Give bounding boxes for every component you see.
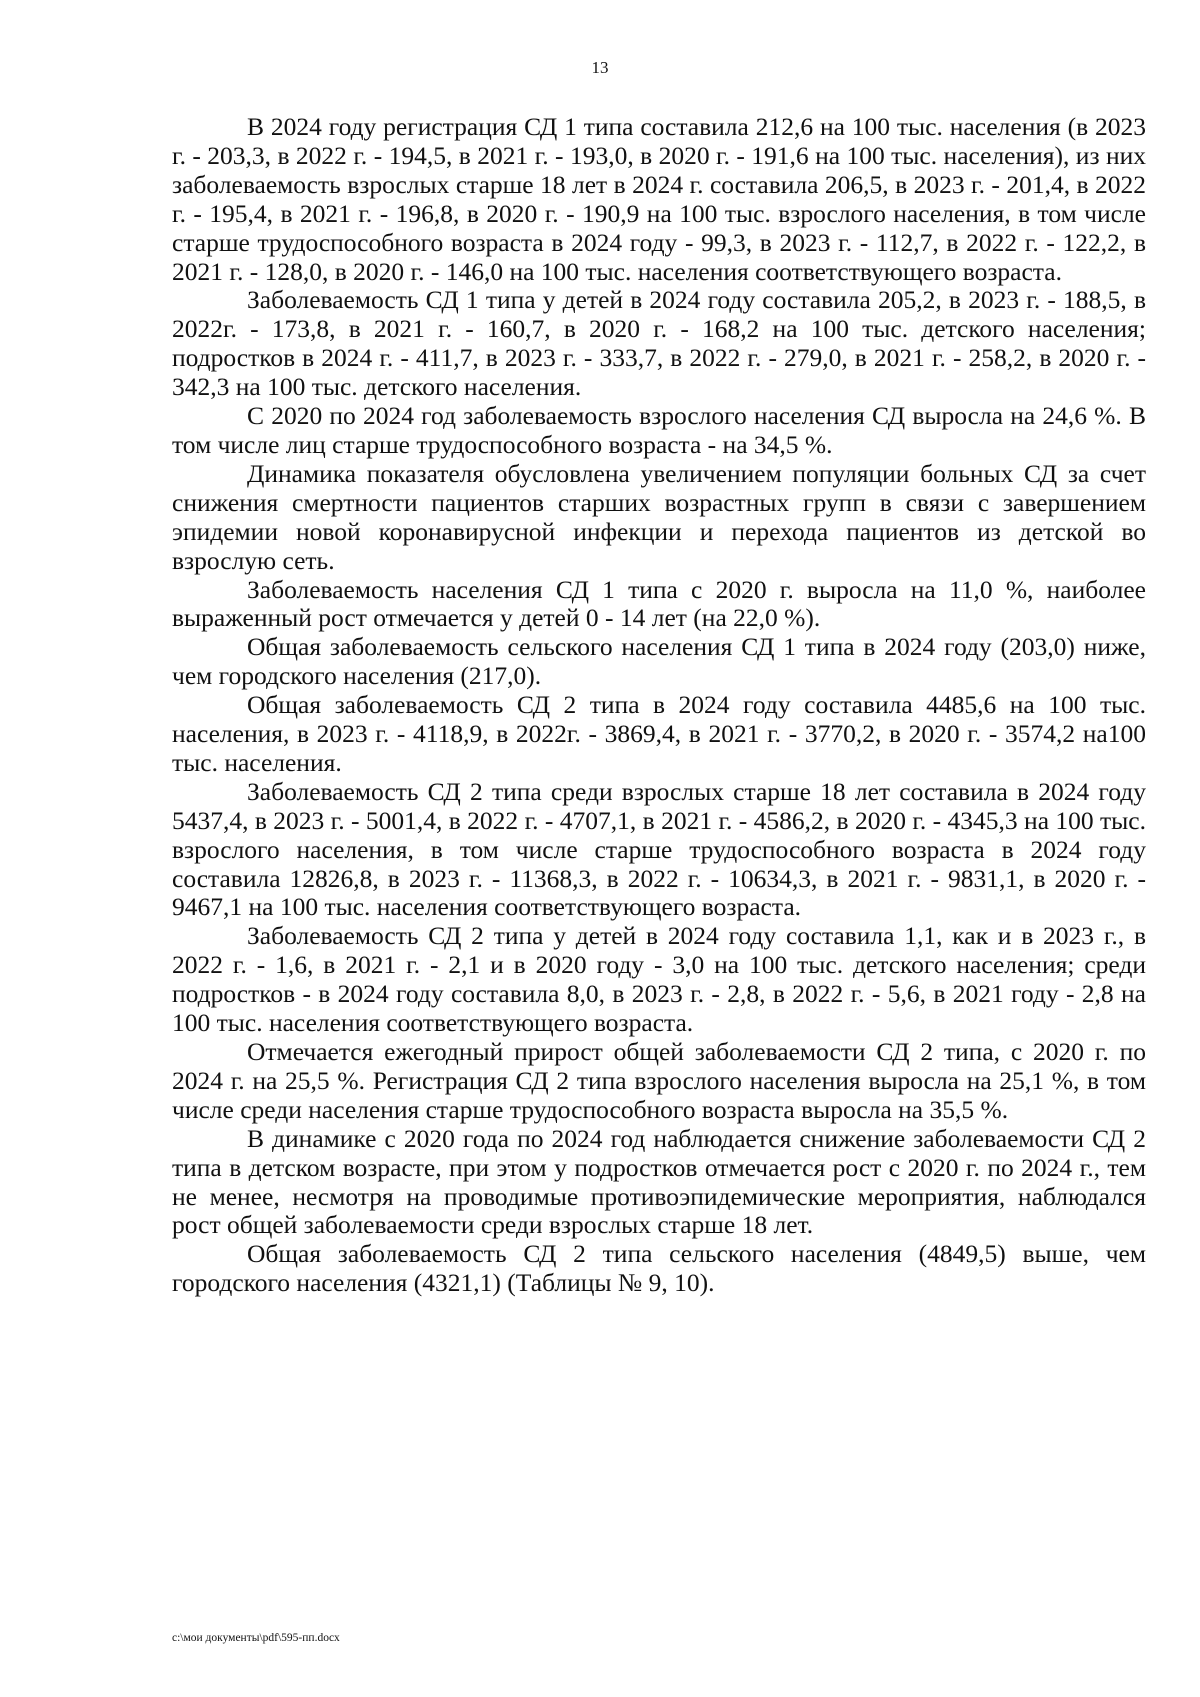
- paragraph-sd1-growth: Заболеваемость населения СД 1 типа с 2020 г. выросла на 11,0 %, наиболее выраженный рост отмечается у детей 0 - 14 лет (на 22,0 %).: [172, 574, 1146, 633]
- paragraph-sd1-rural-urban: Общая заболеваемость сельского населения СД 1 типа в 2024 году (203,0) ниже, чем городского населения (217,0).: [172, 632, 1146, 691]
- footer-file-path: c:\мои документы\pdf\595-пп.docx: [172, 1632, 340, 1644]
- paragraph-adult-growth: С 2020 по 2024 год заболеваемость взрослого населения СД выросла на 24,6 %. В том числе лиц старше трудоспособного возраста - на 34,5 %.: [172, 401, 1146, 459]
- paragraph-sd2-total: Общая заболеваемость СД 2 типа в 2024 году составила 4485,6 на 100 тыс. населения, в 2023 г. - 4118,9, в 2022г. - 3869,4, в 2021 г. - 3770,2, в 2020 г. - 3574,2 на100 тыс. населения.: [172, 690, 1146, 777]
- paragraph-sd2-growth: Отмечается ежегодный прирост общей заболеваемости СД 2 типа, с 2020 г. по 2024 г. на 25,5 %. Регистрация СД 2 типа взрослого населения выросла на 25,1 %, в том числе среди населения старше трудоспособного возраста выросла на 35,5 %.: [172, 1037, 1146, 1124]
- paragraph-sd1-registration: В 2024 году регистрация СД 1 типа составила 212,6 на 100 тыс. населения (в 2023 г. - 203,3, в 2022 г. - 194,5, в 2021 г. - 193,0, в 2020 г. - 191,6 на 100 тыс. населения), из них заболеваемость взрослых старше 18 лет в 2024 г. составила 206,5, в 2023 г. - 201,4, в 2022 г. - 195,4, в 2021 г. - 196,8, в 2020 г. - 190,9 на 100 тыс. взрослого населения, в том числе старше трудоспособного возраста в 2024 году - 99,3, в 2023 г. - 112,7, в 2022 г. - 122,2, в 2021 г. - 128,0, в 2020 г. - 146,0 на 100 тыс. населения соответствующего возраста.: [172, 112, 1146, 286]
- page-number: 13: [591, 58, 609, 77]
- paragraph-dynamics-reason: Динамика показателя обусловлена увеличением популяции больных СД за счет снижения смертности пациентов старших возрастных групп в связи с завершением эпидемии новой коронавирусной инфекции и перехода пациентов из детской во взрослую сеть.: [172, 458, 1146, 575]
- document-body: [172, 113, 1146, 1298]
- paragraph-sd2-rural-urban: Общая заболеваемость СД 2 типа сельского населения (4849,5) выше, чем городского населения (4321,1) (Таблицы № 9, 10).: [172, 1239, 1146, 1298]
- paragraph-sd1-children: Заболеваемость СД 1 типа у детей в 2024 году составила 205,2, в 2023 г. - 188,5, в 2022г. - 173,8, в 2021 г. - 160,7, в 2020 г. - 168,2 на 100 тыс. детского населения; подростков в 2024 г. - 411,7, в 2023 г. - 333,7, в 2022 г. - 279,0, в 2021 г. - 258,2, в 2020 г. - 342,3 на 100 тыс. детского населения.: [172, 285, 1146, 402]
- paragraph-sd2-adults: Заболеваемость СД 2 типа среди взрослых старше 18 лет составила в 2024 году 5437,4, в 2023 г. - 5001,4, в 2022 г. - 4707,1, в 2021 г. - 4586,2, в 2020 г. - 4345,3 на 100 тыс. взрослого населения, в том числе старше трудоспособного возраста в 2024 году составила 12826,8, в 2023 г. - 11368,3, в 2022 г. - 10634,3, в 2021 г. - 9831,1, в 2020 г. - 9467,1 на 100 тыс. населения соответствующего возраста.: [172, 776, 1146, 922]
- paragraph-sd2-dynamics: В динамике с 2020 года по 2024 год наблюдается снижение заболеваемости СД 2 типа в детском возрасте, при этом у подростков отмечается рост с 2020 г. по 2024 г., тем не менее, несмотря на проводимые противоэпидемические мероприятия, наблюдался рост общей заболеваемости среди взрослых старше 18 лет.: [172, 1123, 1146, 1240]
- paragraph-sd2-children: Заболеваемость СД 2 типа у детей в 2024 году составила 1,1, как и в 2023 г., в 2022 г. - 1,6, в 2021 г. - 2,1 и в 2020 году - 3,0 на 100 тыс. детского населения; среди подростков - в 2024 году составила 8,0, в 2023 г. - 2,8, в 2022 г. - 5,6, в 2021 году - 2,8 на 100 тыс. населения соответствующего возраста.: [172, 921, 1146, 1038]
